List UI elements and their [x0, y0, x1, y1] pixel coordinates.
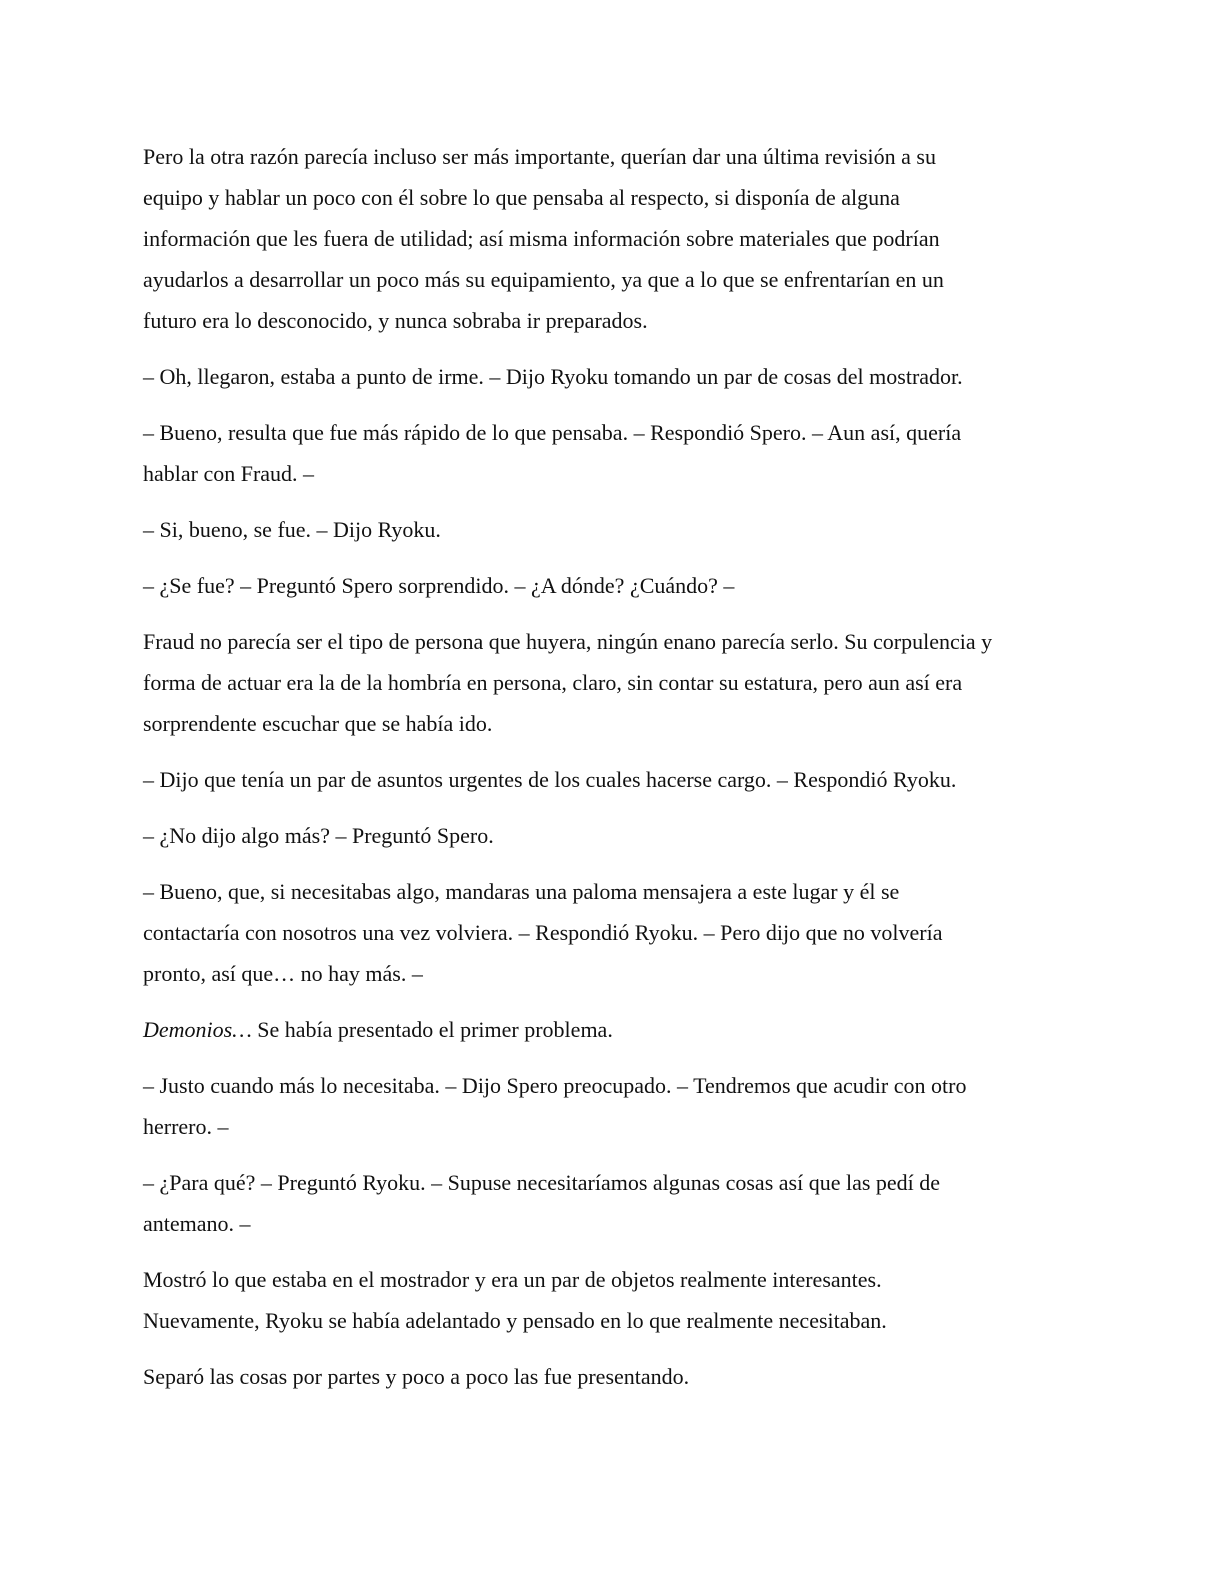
document-page	[143, 136, 1083, 1412]
text-line: Pero la otra razón parecía incluso ser más importante, querían dar una última revisión a su	[143, 144, 936, 169]
paragraph-rest: Se había presentado el primer problema.	[251, 1017, 613, 1042]
text-line: Mostró lo que estaba en el mostrador y era un par de objetos realmente interesantes.	[143, 1267, 882, 1292]
text-line: antemano. –	[143, 1211, 251, 1236]
text-line	[143, 1009, 1083, 1050]
paragraph-10	[143, 1009, 1083, 1050]
text-line: Separó las cosas por partes y poco a poco las fue presentando.	[143, 1364, 690, 1389]
paragraph-9	[143, 871, 1083, 994]
text-line: Fraud no parecía ser el tipo de persona que huyera, ningún enano parecía serlo. Su corpulencia y	[143, 629, 993, 654]
paragraph-14	[143, 1356, 1083, 1397]
text-line: sorprendente escuchar que se había ido.	[143, 711, 493, 736]
text-line: Nuevamente, Ryoku se había adelantado y pensado en lo que realmente necesitaban.	[143, 1308, 887, 1333]
paragraph-4	[143, 509, 1083, 550]
text-line: – Bueno, que, si necesitabas algo, mandaras una paloma mensajera a este lugar y él se	[143, 879, 900, 904]
text-line: – ¿Se fue? – Preguntó Spero sorprendido. – ¿A dónde? ¿Cuándo? –	[143, 573, 735, 598]
text-line: – Oh, llegaron, estaba a punto de irme. – Dijo Ryoku tomando un par de cosas del mostrador.	[143, 364, 963, 389]
paragraph-6	[143, 621, 1083, 744]
text-line: – Si, bueno, se fue. – Dijo Ryoku.	[143, 517, 441, 542]
paragraph-3	[143, 412, 1083, 494]
text-line: contactaría con nosotros una vez volviera. – Respondió Ryoku. – Pero dijo que no volvería	[143, 920, 943, 945]
text-line: – ¿No dijo algo más? – Preguntó Spero.	[143, 823, 494, 848]
text-line: equipo y hablar un poco con él sobre lo que pensaba al respecto, si disponía de alguna	[143, 185, 900, 210]
paragraph-8	[143, 815, 1083, 856]
text-line: herrero. –	[143, 1114, 229, 1139]
text-line: futuro era lo desconocido, y nunca sobraba ir preparados.	[143, 308, 648, 333]
text-line: forma de actuar era la de la hombría en persona, claro, sin contar su estatura, pero aun así era	[143, 670, 963, 695]
text-line: – Dijo que tenía un par de asuntos urgentes de los cuales hacerse cargo. – Respondió Ryoku.	[143, 767, 957, 792]
paragraph-1	[143, 136, 1083, 341]
paragraph-2	[143, 356, 1083, 397]
paragraph-7	[143, 759, 1083, 800]
paragraph-5	[143, 565, 1083, 606]
paragraph-11	[143, 1065, 1083, 1147]
text-line: ayudarlos a desarrollar un poco más su equipamiento, ya que a lo que se enfrentarían en un	[143, 267, 944, 292]
text-line: pronto, así que… no hay más. –	[143, 961, 423, 986]
italic-lead: Demonios…	[143, 1017, 252, 1042]
paragraph-13	[143, 1259, 1083, 1341]
text-line: – Justo cuando más lo necesitaba. – Dijo Spero preocupado. – Tendremos que acudir con otro	[143, 1073, 967, 1098]
text-line: – ¿Para qué? – Preguntó Ryoku. – Supuse necesitaríamos algunas cosas así que las pedí de	[143, 1170, 941, 1195]
text-line: hablar con Fraud. –	[143, 461, 315, 486]
text-line: información que les fuera de utilidad; así misma información sobre materiales que podrían	[143, 226, 940, 251]
paragraph-12	[143, 1162, 1083, 1244]
text-line: – Bueno, resulta que fue más rápido de lo que pensaba. – Respondió Spero. – Aun así, quería	[143, 420, 962, 445]
